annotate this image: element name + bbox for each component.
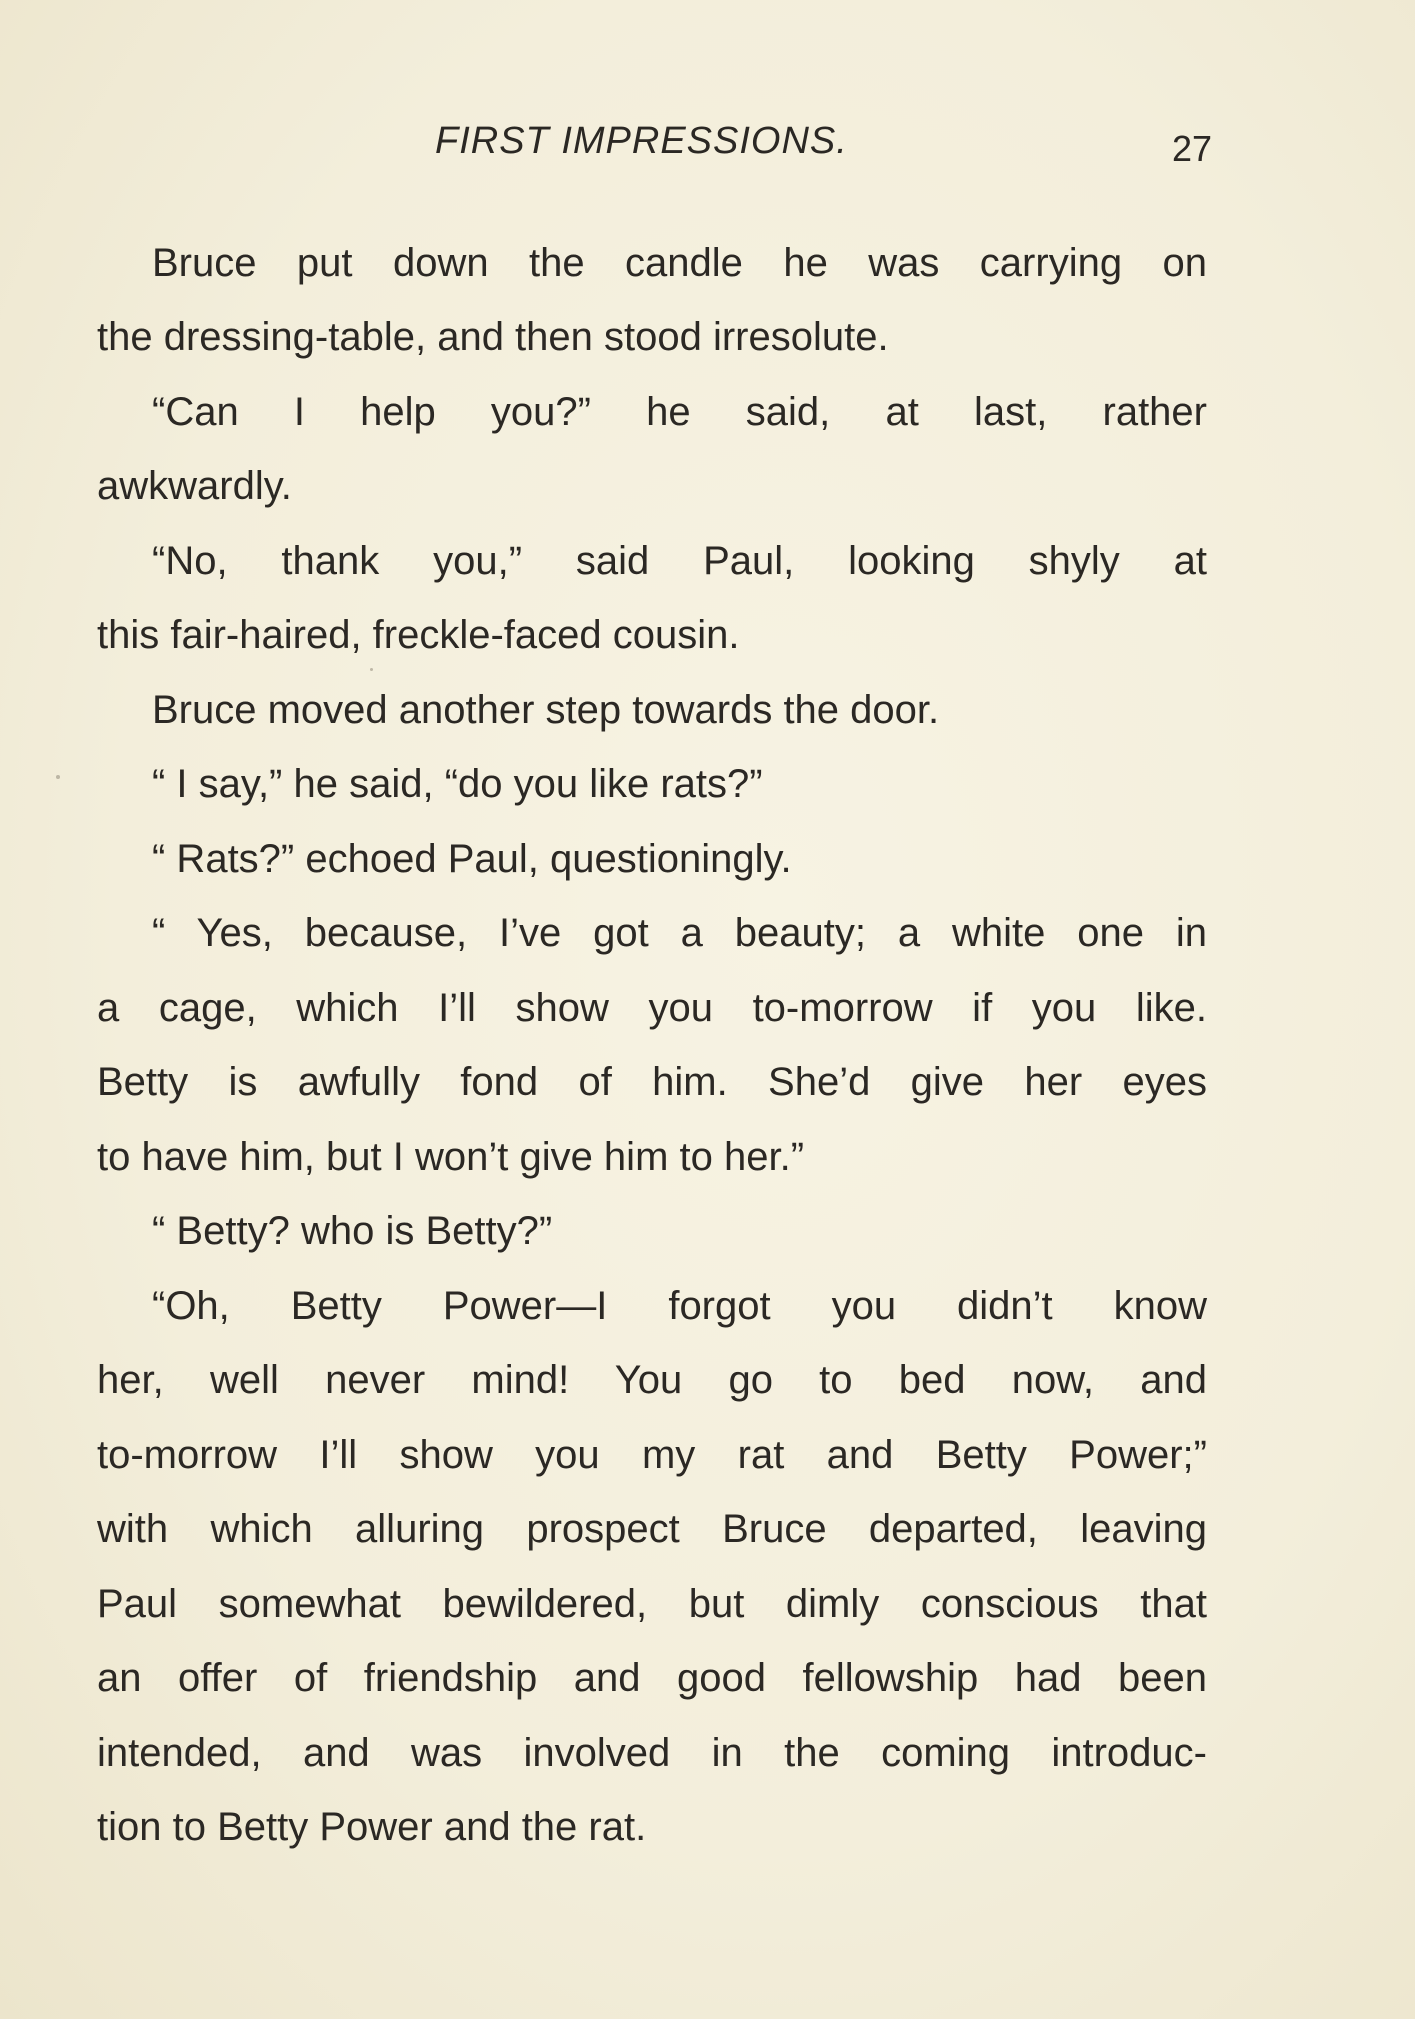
text-line-21: intended, and was involved in the coming introduc- bbox=[97, 1731, 1207, 1775]
text-line-20: an offer of friendship and good fellowship had been bbox=[97, 1656, 1207, 1700]
text-line-2: the dressing-table, and then stood irresolute. bbox=[97, 315, 889, 359]
text-line-17: to-morrow I’ll show you my rat and Betty Power;” bbox=[97, 1433, 1207, 1477]
paper-speck bbox=[56, 775, 60, 779]
text-line-5: “No, thank you,” said Paul, looking shyly at bbox=[152, 539, 1207, 583]
paper-speck bbox=[370, 668, 373, 671]
page-number: 27 bbox=[1172, 128, 1213, 169]
text-line-9: “ Rats?” echoed Paul, questioningly. bbox=[152, 837, 792, 881]
text-line-3: “Can I help you?” he said, at last, rather bbox=[152, 390, 1207, 434]
text-line-22: tion to Betty Power and the rat. bbox=[97, 1805, 647, 1849]
text-line-4: awkwardly. bbox=[97, 464, 292, 508]
text-line-18: with which alluring prospect Bruce departed, leaving bbox=[97, 1507, 1207, 1551]
text-line-12: Betty is awfully fond of him. She’d give her eyes bbox=[97, 1060, 1207, 1104]
running-title: FIRST IMPRESSIONS. bbox=[435, 120, 848, 162]
text-line-1: Bruce put down the candle he was carrying on bbox=[152, 241, 1207, 285]
text-line-13: to have him, but I won’t give him to her.” bbox=[97, 1135, 805, 1179]
text-line-8: “ I say,” he said, “do you like rats?” bbox=[152, 762, 763, 806]
text-line-7: Bruce moved another step towards the door. bbox=[152, 688, 940, 732]
text-line-10: “ Yes, because, I’ve got a beauty; a white one in bbox=[152, 911, 1207, 955]
text-line-11: a cage, which I’ll show you to-morrow if you like. bbox=[97, 986, 1207, 1030]
text-line-16: her, well never mind! You go to bed now, and bbox=[97, 1358, 1207, 1402]
text-line-14: “ Betty? who is Betty?” bbox=[152, 1209, 553, 1253]
running-head bbox=[0, 120, 1415, 180]
text-line-19: Paul somewhat bewildered, but dimly conscious that bbox=[97, 1582, 1207, 1626]
text-line-6: this fair-haired, freckle-faced cousin. bbox=[97, 613, 740, 657]
text-line-15: “Oh, Betty Power—I forgot you didn’t know bbox=[152, 1284, 1207, 1328]
